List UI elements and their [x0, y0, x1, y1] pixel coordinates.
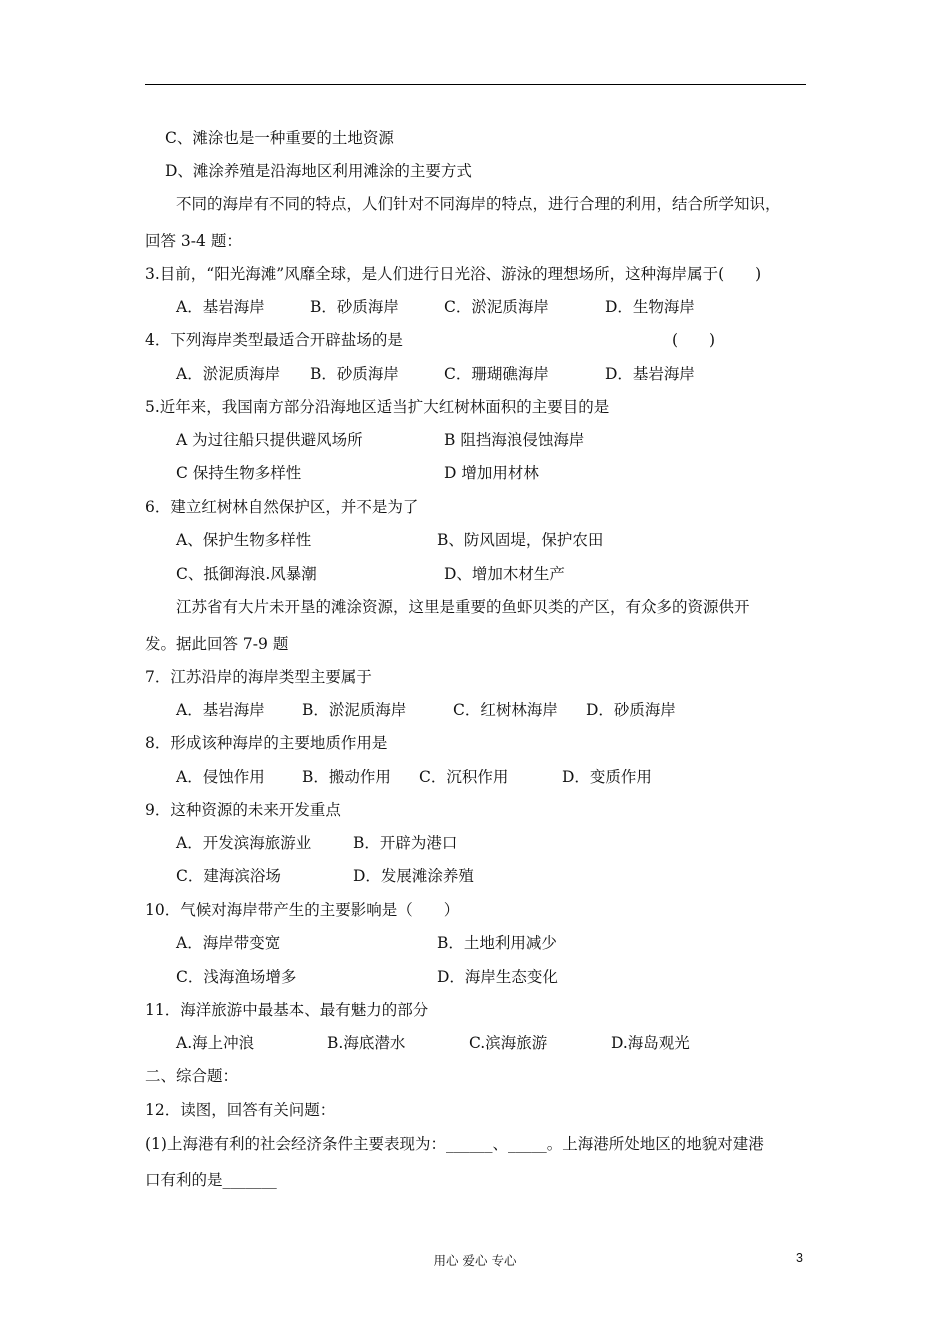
q9-option-a: A．开发滨海旅游业	[176, 834, 312, 852]
q5-option-b: B 阻挡海浪侵蚀海岸	[444, 431, 585, 449]
q10-option-a: A．海岸带变宽	[176, 934, 281, 952]
q9-stem: 9．这种资源的未来开发重点	[145, 801, 341, 819]
q11-option-a: A.海上冲浪	[176, 1034, 255, 1052]
q3-option-c: C．淤泥质海岸	[444, 298, 549, 316]
q10-stem: 10．气候对海岸带产生的主要影响是（ ）	[145, 901, 460, 919]
q12-part1-line1: (1)上海港有利的社会经济条件主要表现为：______、_____。上海港所处地区的地貌对建港	[145, 1135, 764, 1153]
q4-option-d: D．基岩海岸	[605, 365, 695, 383]
q10-option-b: B．土地利用减少	[437, 934, 557, 952]
q4-option-c: C．珊瑚礁海岸	[444, 365, 549, 383]
q6-option-c: C、抵御海浪.风暴潮	[176, 565, 317, 583]
q4-option-b: B．砂质海岸	[310, 365, 399, 383]
q6-stem: 6．建立红树林自然保护区，并不是为了	[145, 498, 419, 516]
q9-option-d: D．发展滩涂养殖	[353, 867, 474, 885]
footer-slogan: 用心 爱心 专心	[433, 1253, 517, 1268]
q10-option-c: C．浅海渔场增多	[176, 968, 297, 986]
page-number: 3	[796, 1251, 803, 1265]
header-rule	[145, 84, 806, 85]
q8-stem: 8．形成该种海岸的主要地质作用是	[145, 734, 388, 752]
q11-stem: 11．海洋旅游中最基本、最有魅力的部分	[145, 1001, 429, 1019]
q4-answer-bracket: ( )	[672, 331, 716, 349]
q7-stem: 7．江苏沿岸的海岸类型主要属于	[145, 668, 372, 686]
q5-stem: 5.近年来，我国南方部分沿海地区适当扩大红树林面积的主要目的是	[145, 398, 610, 416]
q5-option-c: C 保持生物多样性	[176, 464, 302, 482]
q3-option-a: A．基岩海岸	[176, 298, 265, 316]
q3-option-d: D．生物海岸	[605, 298, 695, 316]
q9-option-b: B．开辟为港口	[353, 834, 458, 852]
q9-option-c: C．建海滨浴场	[176, 867, 281, 885]
section-2-title: 二、综合题：	[145, 1067, 239, 1085]
q12-part1-line2: 口有利的是_______	[145, 1171, 277, 1189]
q3-option-b: B．砂质海岸	[310, 298, 399, 316]
q4-stem: 4．下列海岸类型最适合开辟盐场的是	[145, 331, 403, 349]
q11-option-c: C.滨海旅游	[469, 1034, 548, 1052]
q6-option-d: D、增加木材生产	[444, 565, 565, 583]
q6-option-a: A、保护生物多样性	[176, 531, 312, 549]
q12-stem: 12．读图，回答有关问题：	[145, 1101, 336, 1119]
q6-option-b: B、防风固堤，保护农田	[437, 531, 604, 549]
q8-option-a: A．侵蚀作用	[176, 768, 265, 786]
intro-3-4-line2: 回答 3-4 题：	[145, 232, 242, 250]
q5-option-d: D 增加用材林	[444, 464, 539, 482]
q11-option-b: B.海底潜水	[327, 1034, 406, 1052]
intro-7-9-line2: 发。据此回答 7-9 题	[145, 635, 289, 653]
intro-3-4-line1: 不同的海岸有不同的特点，人们针对不同海岸的特点，进行合理的利用，结合所学知识，	[176, 195, 781, 213]
q5-option-a: A 为过往船只提供避风场所	[176, 431, 363, 449]
q11-option-d: D.海岛观光	[611, 1034, 690, 1052]
q2-option-d: D、滩涂养殖是沿海地区利用滩涂的主要方式	[165, 162, 472, 180]
q7-option-a: A．基岩海岸	[176, 701, 265, 719]
q8-option-b: B．搬动作用	[302, 768, 391, 786]
intro-7-9-line1: 江苏省有大片未开垦的滩涂资源，这里是重要的鱼虾贝类的产区，有众多的资源供开	[176, 598, 750, 616]
q7-option-b: B．淤泥质海岸	[302, 701, 407, 719]
q4-option-a: A．淤泥质海岸	[176, 365, 281, 383]
q8-option-c: C．沉积作用	[419, 768, 509, 786]
q10-option-d: D．海岸生态变化	[437, 968, 558, 986]
q8-option-d: D．变质作用	[562, 768, 652, 786]
q7-option-d: D．砂质海岸	[586, 701, 676, 719]
q3-stem: 3.目前，“阳光海滩”风靡全球，是人们进行日光浴、游泳的理想场所，这种海岸属于( )	[145, 265, 762, 283]
q2-option-c: C、滩涂也是一种重要的土地资源	[165, 129, 394, 147]
q7-option-c: C．红树林海岸	[453, 701, 558, 719]
